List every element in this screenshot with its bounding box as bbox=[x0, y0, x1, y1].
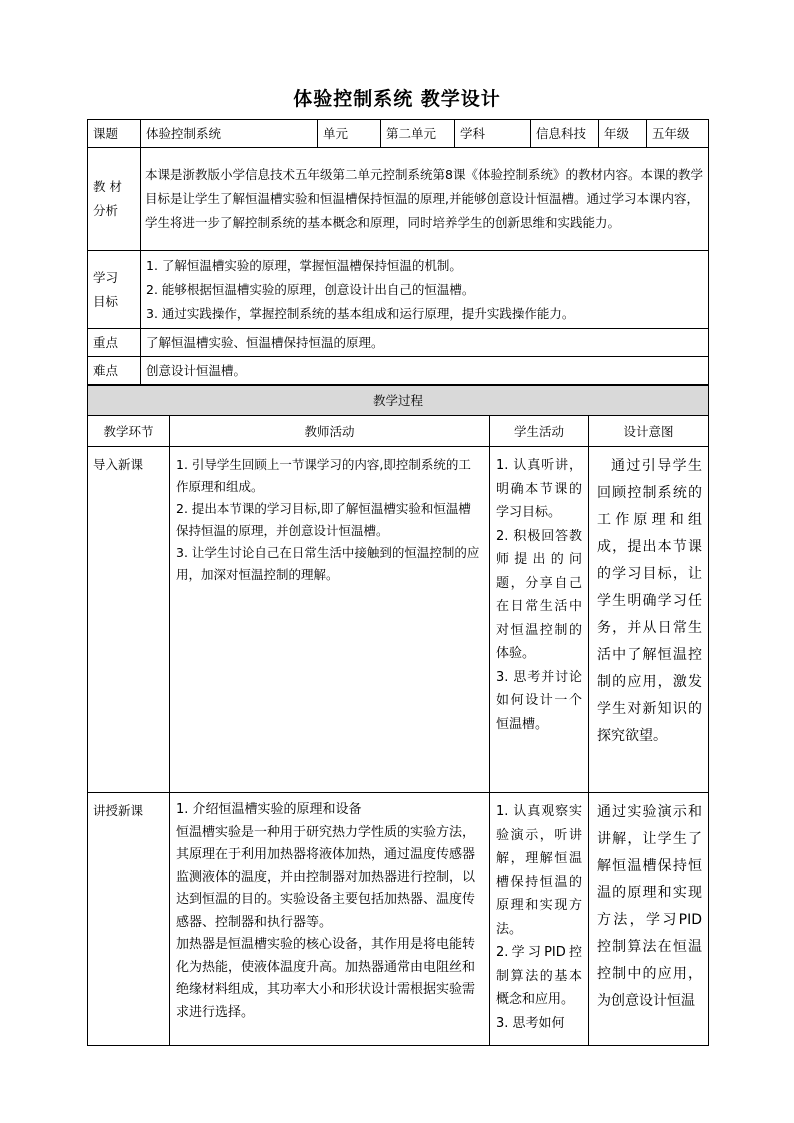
teacher-activity-paragraph: 加热器是恒温槽实验的核心设备，其作用是将电能转化为热能，使液体温度升高。加热器通常由电阻丝和绝缘材料组成，其功率大小和形状设计需根据实验需求进行选择。 bbox=[176, 937, 476, 1020]
process-title: 教学过程 bbox=[88, 386, 709, 416]
difficulty-row bbox=[88, 357, 709, 385]
analysis-text: 本课是浙教版小学信息技术五年级第二单元控制系统第8课《体验控制系统》的教材内容。本课的教学目标是让学生了解恒温槽实验和恒温槽保持恒温的原理,并能够创意设计恒温槽。通过学习本课内容，学生将进一步了解控制系统的基本概念和原理，同时培养学生的创新思维和实践能力。 bbox=[141, 148, 709, 251]
student-activity-item: 1. 认真听讲，明确本节课的学习目标。 bbox=[496, 458, 582, 520]
student-activity-item: 1. 认真观察实验演示，听讲解，理解恒温槽保持恒温的原理和实现方法。 bbox=[496, 804, 582, 937]
process-header-row bbox=[88, 416, 709, 447]
teacher-activity-item: 1. 引导学生回顾上一节课学习的内容,即控制系统的工作原理和组成。 bbox=[176, 457, 471, 494]
course-label: 课题 bbox=[88, 120, 141, 148]
teacher-activity-item: 2. 提出本节课的学习目标,即了解恒温槽实验和恒温槽保持恒温的原理，并创意设计恒温槽。 bbox=[176, 501, 471, 538]
design-intent-cell bbox=[589, 793, 709, 1046]
design-intent-text: 通过实验演示和讲解，让学生了解恒温槽保持恒温的原理和实现方法，学习PID控制算法在恒温控制中的应用，为创意设计恒温 bbox=[597, 804, 703, 1009]
difficulty-label: 难点 bbox=[88, 357, 141, 385]
goal-item: 3. 通过实践操作，掌握控制系统的基本组成和运行原理，提升实践操作能力。 bbox=[146, 305, 575, 321]
teacher-activity-cell bbox=[170, 793, 490, 1046]
subject-value: 信息科技 bbox=[531, 120, 599, 148]
goals-row bbox=[88, 251, 709, 329]
goals-label-line2: 目标 bbox=[93, 293, 119, 309]
analysis-row bbox=[88, 148, 709, 251]
goal-item: 1. 了解恒温槽实验的原理，掌握恒温槽保持恒温的机制。 bbox=[146, 257, 462, 273]
difficulty-text: 创意设计恒温槽。 bbox=[141, 357, 709, 385]
student-activity-cell bbox=[490, 447, 589, 793]
design-intent-text: 通过引导学生回顾控制系统的工作原理和组成，提出本节课的学习目标，让学生明确学习任务，并从日常生活中了解恒温控制的应用，激发学生对新知识的探究欲望。 bbox=[597, 458, 703, 744]
process-row-lecture bbox=[88, 793, 709, 1046]
header-student: 学生活动 bbox=[490, 416, 589, 447]
teacher-activity-item: 3. 让学生讨论自己在日常生活中接触到的恒温控制的应用，加深对恒温控制的理解。 bbox=[176, 545, 480, 582]
goals-label-line1: 学习 bbox=[93, 269, 119, 285]
student-activity-item: 2.学习PID控制算法的基本概念和应用。 bbox=[496, 945, 582, 1007]
stage-cell: 导入新课 bbox=[88, 447, 170, 793]
teacher-activity-cell bbox=[170, 447, 490, 793]
process-title-row bbox=[88, 386, 709, 416]
stage-cell: 讲授新课 bbox=[88, 793, 170, 1046]
goals-list bbox=[141, 251, 709, 329]
page-title: 体验控制系统 教学设计 bbox=[293, 88, 501, 110]
header-teacher: 教师活动 bbox=[170, 416, 490, 447]
grade-value: 五年级 bbox=[647, 120, 709, 148]
unit-label: 单元 bbox=[318, 120, 381, 148]
student-activity-item: 3. 思考并讨论如何设计一个恒温槽。 bbox=[496, 669, 582, 732]
unit-value: 第二单元 bbox=[381, 120, 455, 148]
course-value: 体验控制系统 bbox=[141, 120, 318, 148]
key-text: 了解恒温槽实验、恒温槽保持恒温的原理。 bbox=[141, 329, 709, 357]
student-activity-cell bbox=[490, 793, 589, 1046]
grade-label: 年级 bbox=[599, 120, 647, 148]
teaching-process-table bbox=[87, 385, 709, 1046]
student-activity-item: 2. 积极回答教师提出的问题，分享自己在日常生活中对恒温控制的体验。 bbox=[496, 528, 582, 661]
analysis-label-line2: 分析 bbox=[93, 203, 119, 218]
analysis-label bbox=[88, 148, 141, 251]
course-row bbox=[88, 120, 709, 148]
teacher-activity-paragraph: 恒温槽实验是一种用于研究热力学性质的实验方法，其原理在于利用加热器将液体加热，通过温度传感器监测液体的温度，并由控制器对加热器进行控制，以达到恒温的目的。实验设备主要包括加热器、温度传感器、控制器和执行器等。 bbox=[176, 824, 476, 930]
design-intent-cell bbox=[589, 447, 709, 793]
teacher-activity-heading: 1. 介绍恒温槽实验的原理和设备 bbox=[176, 802, 362, 817]
goal-item: 2. 能够根据恒温槽实验的原理，创意设计出自己的恒温槽。 bbox=[146, 281, 475, 297]
header-intent: 设计意图 bbox=[589, 416, 709, 447]
process-row-intro bbox=[88, 447, 709, 793]
subject-label: 学科 bbox=[455, 120, 531, 148]
key-row bbox=[88, 329, 709, 357]
goals-label bbox=[88, 251, 141, 329]
student-activity-item: 3. 思考如何 bbox=[496, 1015, 565, 1031]
analysis-label-line1: 教 材 bbox=[93, 179, 122, 194]
lesson-info-table bbox=[87, 119, 709, 385]
key-label: 重点 bbox=[88, 329, 141, 357]
header-stage: 教学环节 bbox=[88, 416, 170, 447]
